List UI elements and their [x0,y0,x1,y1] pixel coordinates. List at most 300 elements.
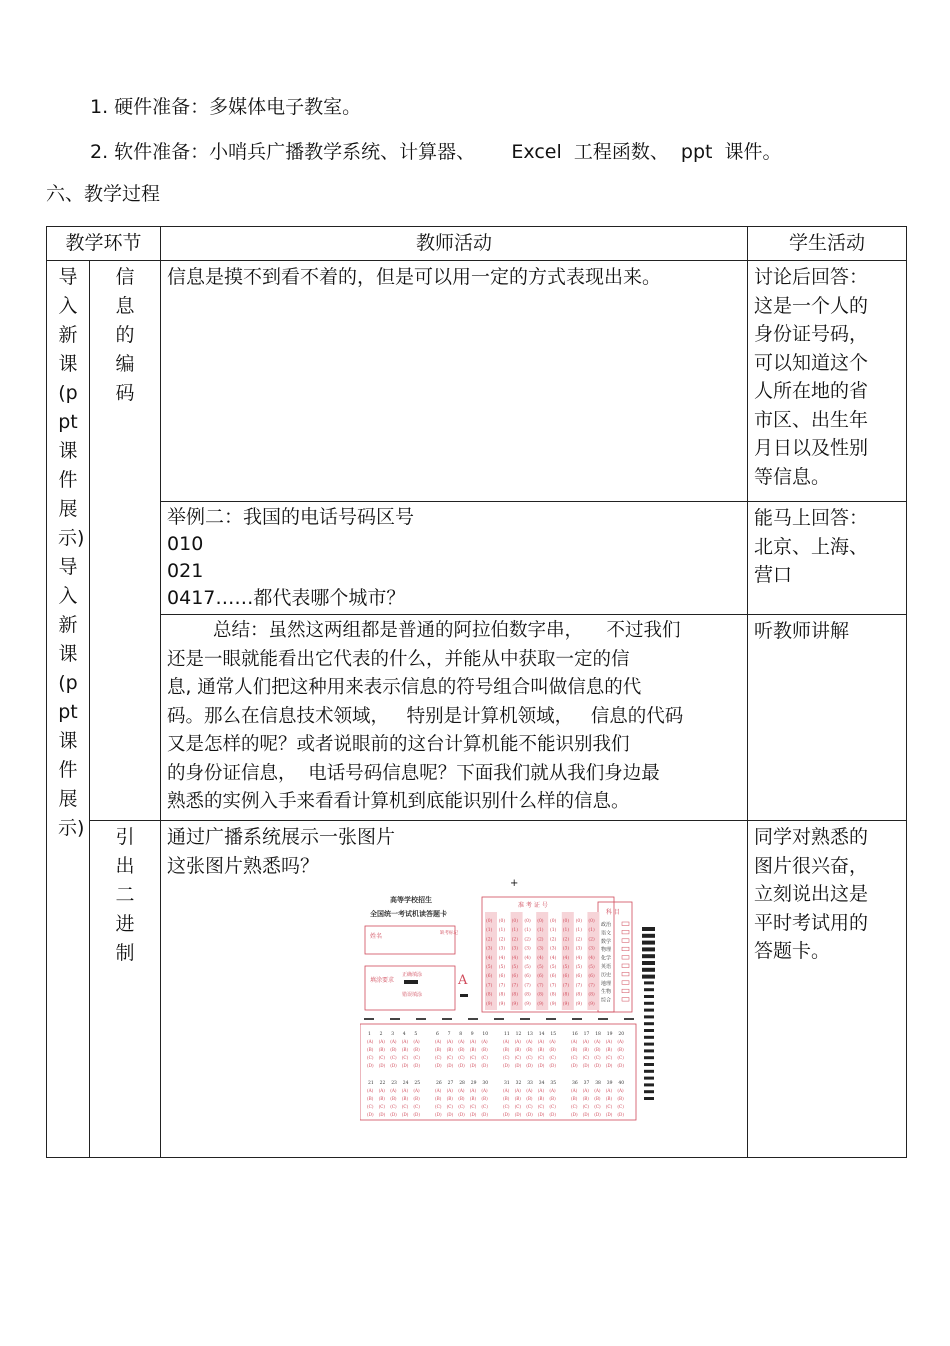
option-bubble: (B) [390,1096,397,1101]
option-bubble: (B) [413,1047,420,1052]
option-bubble: (B) [446,1047,453,1052]
option-bubble: (D) [401,1112,409,1117]
text-line: 可以知道这个 [754,351,869,374]
paper-type-label: A [458,973,468,988]
exam-number-bubble: (1) [511,928,518,934]
option-bubble: (B) [617,1096,624,1101]
option-bubble: (A) [367,1088,374,1093]
card-title-2: 全国统一考试机读答题卡 [370,909,447,918]
question-number: 39 [606,1081,613,1086]
question-number: 29 [470,1081,477,1086]
option-bubble: (C) [469,1104,477,1109]
question-number: 27 [447,1081,454,1086]
exam-number-bubble: (7) [524,983,531,989]
exam-number-bubble: (9) [511,1001,518,1007]
text-line: 021 [167,560,204,582]
option-bubble: (A) [503,1088,510,1093]
exam-number-bubble: (1) [498,928,506,934]
option-bubble: (C) [514,1104,522,1109]
divider-dash [390,1018,400,1020]
exam-number-bubble: (4) [562,955,570,961]
option-bubble: (D) [378,1112,386,1117]
option-bubble: (A) [458,1088,465,1093]
question-number: 3 [391,1032,395,1037]
section-title: 六、教学过程 [46,183,161,205]
option-bubble: (C) [582,1055,590,1060]
subject-bubble [622,981,629,985]
correct-fill-label: 正确填涂 [402,972,423,978]
option-bubble: (B) [605,1096,613,1101]
option-bubble: (A) [617,1088,624,1093]
text-line: 等信息。 [754,465,831,488]
question-number: 5 [414,1032,418,1037]
option-bubble: (D) [367,1063,374,1068]
subject-bubble [622,998,629,1002]
exam-number-bubble: (5) [575,965,582,970]
question-number: 7 [447,1032,451,1037]
option-bubble: (A) [549,1088,556,1093]
option-bubble: (C) [367,1104,374,1109]
option-bubble: (C) [549,1104,556,1109]
exam-number-bubble: (0) [550,919,557,924]
exam-number-bubble: (7) [498,983,506,989]
timing-mark [642,934,655,938]
option-bubble: (B) [481,1047,488,1052]
text-line: 这张图片熟悉吗？ [167,854,320,877]
seat-label: 缺考标记 [440,931,458,936]
option-bubble: (B) [435,1047,442,1052]
exam-number-bubble: (0) [511,919,518,924]
option-bubble: (D) [446,1112,454,1117]
option-bubble: (C) [469,1055,477,1060]
option-bubble: (A) [605,1039,613,1044]
exam-number-bubble: (8) [524,992,531,998]
option-bubble: (A) [514,1039,521,1044]
question-number: 18 [595,1032,601,1037]
exam-number-bubble: (7) [537,983,544,989]
exam-number-bubble: (9) [588,1001,595,1007]
exam-number-bubble: (2) [486,937,493,943]
timing-mark [644,1002,654,1005]
exam-number-bubble: (2) [537,937,544,943]
timing-mark [644,981,654,984]
question-number: 14 [538,1032,545,1037]
exam-number-bubble: (0) [524,919,531,924]
exam-number-bubble: (6) [537,974,544,980]
exam-number-bubble: (3) [562,946,570,952]
option-bubble: (B) [413,1096,420,1101]
question-number: 22 [379,1081,386,1086]
option-bubble: (D) [435,1063,442,1068]
exam-number-bubble: (0) [486,919,493,924]
exam-number-bubble: (7) [588,983,595,989]
text-line: 身份证号码， [754,323,869,345]
divider-dash [416,1018,426,1020]
card-title-1: 高等学校招生 [390,895,432,904]
option-bubble: (D) [481,1063,489,1068]
exam-number-bubble: (5) [498,965,506,970]
subject-label: 科 目 [606,909,620,916]
question-number: 17 [583,1032,590,1037]
exam-number-bubble: (9) [562,1001,570,1007]
exam-number-bubble: (1) [537,928,544,934]
option-bubble: (D) [458,1063,465,1068]
exam-number-bubble: (0) [588,919,595,924]
option-bubble: (D) [367,1112,374,1117]
text-line: 人所在地的省 [754,380,869,402]
subject-name: 英语 [601,964,612,970]
question-number: 30 [482,1081,489,1086]
exam-number-bubble: (5) [562,965,570,970]
option-bubble: (A) [582,1039,589,1044]
text-line: 码。那么在信息技术领域， 特别是计算机领域， 信息的代码 [167,705,684,727]
timing-mark [644,1083,654,1086]
exam-number-bubble: (8) [537,992,544,998]
question-number: 25 [414,1081,421,1086]
exam-number-bubble: (5) [550,965,557,970]
option-bubble: (C) [446,1104,454,1109]
option-bubble: (D) [514,1063,522,1068]
timing-mark [642,927,655,931]
option-bubble: (B) [378,1047,385,1052]
exam-number-bubble: (3) [588,946,595,952]
subject-bubble [622,956,629,960]
text-line: 熟悉的实例入手来看看计算机到底能识别什么样的信息。 [167,791,630,812]
timing-mark [644,1070,654,1073]
text-line: 北京、上海、 [754,535,869,558]
exam-number-bubble: (5) [537,965,544,970]
option-bubble: (A) [605,1088,613,1093]
exam-number-bubble: (3) [524,946,531,952]
wrong-fill-label: 错误填涂 [402,992,423,998]
question-number: 8 [459,1032,463,1037]
option-bubble: (C) [537,1055,545,1060]
student-row-3 [748,615,907,821]
text-line: 同学对熟悉的 [754,826,869,848]
text-line: 图片很兴奋， [754,854,869,877]
option-bubble: (D) [469,1063,477,1068]
hardware-prep: 1. 硬件准备：多媒体电子教室。 [90,96,362,118]
option-bubble: (C) [617,1104,624,1109]
divider-dash [520,1018,530,1020]
exam-number-bubble: (7) [486,983,493,989]
text-line: 的身份证信息， 电话号码信息呢？下面我们就从我们身边最 [167,762,660,784]
exam-number-bubble: (4) [524,955,531,961]
timing-mark [644,1063,654,1066]
teacher-row-2 [161,502,748,615]
option-bubble: (B) [367,1047,374,1052]
text-line: 010 [167,533,204,555]
text-line: 通过广播系统展示一张图片 [167,826,396,848]
exam-number-bubble: (2) [524,937,531,943]
option-bubble: (A) [571,1039,578,1044]
text-line: 举例二：我国的电话号码区号 [167,506,415,528]
exam-number-bubble: (4) [486,955,493,961]
option-bubble: (A) [503,1039,510,1044]
question-number: 36 [572,1081,578,1086]
exam-number-bubble: (4) [498,955,506,961]
option-bubble: (A) [617,1039,624,1044]
timing-mark [642,941,655,945]
question-number: 40 [618,1081,625,1086]
timing-mark [644,1049,654,1052]
exam-number-bubble: (5) [588,965,595,970]
exam-number-bubble: (9) [550,1001,557,1007]
option-bubble: (C) [594,1104,601,1109]
option-bubble: (B) [401,1096,409,1101]
timing-mark [642,954,655,958]
question-number: 1 [368,1032,371,1037]
exam-number-bubble: (6) [588,974,595,980]
option-bubble: (D) [435,1112,442,1117]
option-bubble: (C) [378,1104,386,1109]
exam-number-bubble: (7) [511,983,518,989]
timing-mark [644,988,654,991]
teacher-row-3 [161,615,748,821]
question-number: 2 [379,1032,383,1037]
student-row-2 [748,502,907,615]
exam-number-bubble: (1) [486,928,493,934]
option-bubble: (D) [401,1063,409,1068]
option-bubble: (B) [571,1096,578,1101]
exam-number-bubble: (7) [562,983,570,989]
option-bubble: (B) [537,1096,545,1101]
sub-encoding-label: 信息的编码 [115,266,135,404]
option-bubble: (B) [537,1047,545,1052]
timing-mark [642,968,655,972]
timing-mark [642,947,655,951]
option-bubble: (B) [526,1047,533,1052]
question-number: 20 [618,1032,625,1037]
text-line: 能马上回答： [754,507,869,529]
subject-name: 数学 [601,938,612,945]
option-bubble: (C) [617,1055,624,1060]
option-bubble: (A) [413,1088,420,1093]
option-bubble: (A) [469,1039,477,1044]
option-bubble: (C) [458,1055,465,1060]
exam-number-bubble: (2) [498,937,506,943]
header-student: 学生活动 [748,227,907,261]
option-bubble: (D) [605,1063,613,1068]
option-bubble: (D) [413,1063,421,1068]
question-number: 34 [538,1081,545,1086]
exam-number-bubble: (6) [498,974,506,980]
exam-number-bubble: (3) [511,946,518,952]
exam-number-bubble: (4) [511,955,518,961]
plus-mark: + [510,878,519,889]
exam-number-label: 准 考 证 号 [518,902,548,909]
exam-number-bubble: (4) [550,955,557,961]
option-bubble: (C) [435,1104,442,1109]
option-bubble: (C) [503,1055,510,1060]
option-bubble: (A) [481,1088,488,1093]
option-bubble: (A) [458,1039,465,1044]
option-bubble: (A) [401,1088,409,1093]
exam-number-bubble: (2) [511,937,518,943]
exam-number-bubble: (9) [524,1001,531,1007]
divider-dash [624,1018,634,1020]
option-bubble: (A) [537,1039,545,1044]
question-number: 10 [482,1032,489,1037]
option-bubble: (C) [413,1055,420,1060]
option-bubble: (D) [390,1112,397,1117]
exam-number-bubble: (3) [498,946,506,952]
exam-number-bubble: (3) [537,946,544,952]
option-bubble: (B) [605,1047,613,1052]
option-bubble: (C) [390,1104,397,1109]
option-bubble: (C) [582,1104,590,1109]
option-bubble: (D) [537,1112,545,1117]
subject-bubble [622,989,629,993]
option-bubble: (D) [378,1063,386,1068]
divider-dash [468,1018,478,1020]
option-bubble: (B) [582,1047,589,1052]
text-line: 听教师讲解 [754,620,850,642]
exam-number-bubble: (6) [524,974,531,980]
question-number: 9 [470,1032,474,1037]
option-bubble: (A) [549,1039,556,1044]
timing-mark [644,1015,654,1018]
question-number: 19 [606,1032,613,1037]
option-bubble: (C) [526,1104,533,1109]
option-bubble: (A) [526,1088,533,1093]
paper-type-mark [460,994,468,997]
option-bubble: (C) [401,1055,409,1060]
option-bubble: (D) [514,1112,522,1117]
option-bubble: (B) [571,1047,578,1052]
text-line: 立刻说出这是 [754,883,869,905]
option-bubble: (D) [526,1063,533,1068]
option-bubble: (C) [605,1104,613,1109]
text-line: 月日以及性别 [754,437,869,459]
exam-number-bubble: (6) [575,974,582,980]
option-bubble: (A) [469,1088,477,1093]
timing-mark [642,975,655,979]
option-bubble: (C) [390,1055,397,1060]
option-bubble: (C) [605,1055,613,1060]
exam-number-bubble: (8) [562,992,570,998]
exam-number-bubble: (1) [575,928,582,934]
option-bubble: (B) [582,1096,589,1101]
option-bubble: (C) [526,1055,533,1060]
option-bubble: (A) [390,1088,397,1093]
option-bubble: (D) [594,1112,601,1117]
option-bubble: (D) [617,1063,625,1068]
stage-label: 导入新课(ppt课件展示)导入新课(ppt课件展示) [58,266,85,839]
option-bubble: (D) [594,1063,601,1068]
question-number: 32 [515,1081,522,1086]
text-line: 息, 通常人们把这种用来表示信息的符号组合叫做信息的代 [167,677,642,698]
sub-binary-label: 引出二进制 [115,826,135,964]
exam-number-bubble: (8) [575,992,582,998]
header-stage: 教学环节 [47,227,161,261]
exam-number-bubble: (9) [498,1001,506,1007]
option-bubble: (D) [446,1063,454,1068]
divider-dash [364,1018,374,1020]
exam-number-bubble: (9) [575,1001,582,1007]
question-number: 23 [391,1081,397,1086]
exam-number-bubble: (8) [498,992,506,998]
option-bubble: (C) [378,1055,386,1060]
text-line: 0417……都代表哪个城市？ [167,587,406,609]
exam-number-bubble: (0) [498,919,506,924]
option-bubble: (B) [481,1096,488,1101]
exam-number-bubble: (0) [562,919,570,924]
option-bubble: (B) [446,1096,453,1101]
question-number: 15 [550,1032,557,1037]
fill-rule-label: 填涂要求 [370,977,395,984]
text-line: 信息是摸不到看不着的，但是可以用一定的方式表现出来。 [167,266,662,288]
subject-name: 物理 [601,947,612,954]
exam-number-bubble: (1) [588,928,595,934]
divider-dash [572,1018,582,1020]
divider-dash [546,1018,556,1020]
exam-number-bubble: (1) [550,928,557,934]
subject-bubble [622,972,629,976]
timing-mark [644,1056,654,1059]
timing-mark [642,961,655,965]
option-bubble: (C) [481,1055,488,1060]
question-number: 31 [504,1081,510,1086]
option-bubble: (C) [537,1104,545,1109]
question-number: 4 [402,1032,406,1037]
option-bubble: (A) [571,1088,578,1093]
timing-mark [644,1036,654,1039]
text-line: 平时考试用的 [754,911,869,934]
option-bubble: (C) [594,1055,601,1060]
option-bubble: (B) [549,1096,556,1101]
exam-number-bubble: (2) [550,937,557,943]
option-bubble: (B) [469,1096,477,1101]
question-number: 11 [504,1032,510,1037]
option-bubble: (D) [503,1063,510,1068]
option-bubble: (A) [582,1088,589,1093]
option-bubble: (A) [594,1088,601,1093]
question-number: 24 [402,1081,409,1086]
exam-number-bubble: (4) [588,955,595,961]
exam-number-bubble: (5) [524,965,531,970]
option-bubble: (C) [503,1104,510,1109]
stage-cell [47,261,90,1158]
option-bubble: (D) [390,1063,397,1068]
option-bubble: (A) [435,1039,442,1044]
option-bubble: (B) [458,1096,465,1101]
option-bubble: (D) [503,1112,510,1117]
option-bubble: (A) [390,1039,397,1044]
option-bubble: (D) [537,1063,545,1068]
option-bubble: (C) [514,1055,522,1060]
exam-number-bubble: (6) [562,974,570,980]
question-number: 16 [572,1032,578,1037]
subject-bubble [622,947,629,951]
subject-name: 历史 [601,972,612,979]
option-bubble: (B) [514,1096,521,1101]
text-line: 还是一眼就能看出它代表的什么，并能从中获取一定的信 [167,648,630,670]
correct-fill-mark [404,980,418,984]
option-bubble: (D) [582,1112,590,1117]
question-number: 26 [436,1081,442,1086]
exam-number-bubble: (2) [562,937,570,943]
exam-number-bubble: (0) [537,919,544,924]
sub-encoding-cell [90,261,161,821]
exam-number-bubble: (4) [537,955,544,961]
option-bubble: (D) [605,1112,613,1117]
option-bubble: (A) [413,1039,420,1044]
question-number: 28 [459,1081,465,1086]
question-number: 37 [583,1081,590,1086]
text-line: 答题卡。 [754,940,831,962]
option-bubble: (C) [549,1055,556,1060]
